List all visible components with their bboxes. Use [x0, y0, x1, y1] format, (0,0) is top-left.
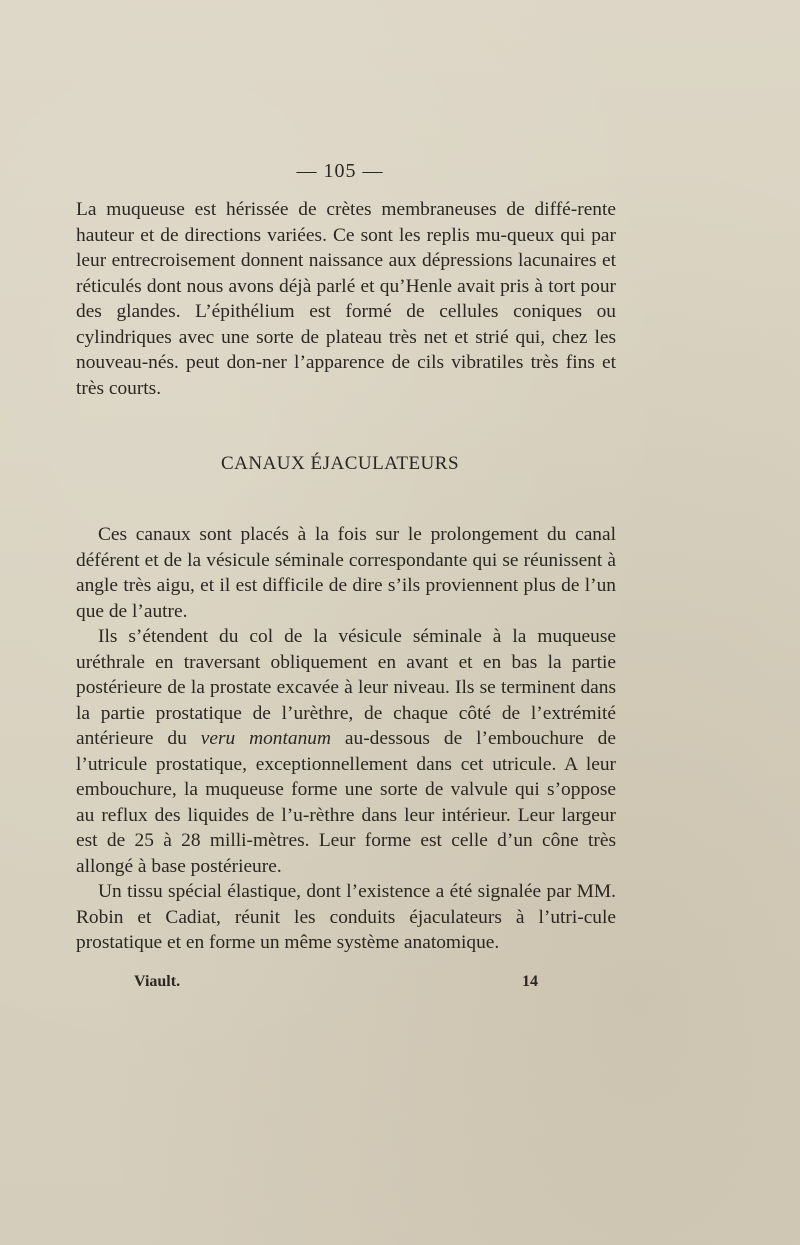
italic-term-veru-montanum: veru montanum: [200, 728, 331, 749]
paragraph-mucosa: La muqueuse est hérissée de crètes membraneuses de diffé-rente hauteur et de directions variées. Ce sont les replis mu-queux qui par leur entrecroisement donnent naissance aux dépressions lacunaires et réticulés dont nous avons déjà parlé et qu’Henle avait pris à tort pour des glandes. L’épithélium est formé de cellules coniques ou cylindriques avec une sorte de plateau très net et strié qui, chez les nouveau-nés. peut don-ner l’apparence de cils vibratiles très fins et très courts.: [76, 199, 616, 399]
paragraph-ducts-course: [76, 624, 616, 879]
section-heading: CANAUX ÉJACULATEURS: [220, 453, 460, 474]
paragraph-elastic-tissue: Un tissu spécial élastique, dont l’existence a été signalée par MM. Robin et Cadiat, réunit les conduits éjaculateurs à l’utri-cule prostatique et en forme un même système anatomique.: [76, 881, 616, 953]
paragraph-ducts-course-part-2: au-dessous de l’embouchure de l’utricule prostatique, exceptionnellement dans cet utricule. A leur embouchure, la muqueuse forme une sorte de valvule qui s’oppose au reflux des liquides de l’u-rèthre dans leur intérieur. Leur largeur est de 25 à 28 milli-mètres. Leur forme est celle d’un cône très allongé à base postérieure.: [76, 728, 616, 877]
paragraph-ducts-course-part-1: Ils s’étendent du col de la vésicule séminale à la muqueuse uréthrale en traversant obliquement en avant et en bas la partie postérieure de la prostate excavée à leur niveau. Ils se terminent dans la partie prostatique de l’urèthre, de chaque côté de l’extrémité antérieure du: [76, 626, 616, 749]
section-body: [76, 522, 616, 956]
footer-signature-mark: 14: [522, 973, 538, 990]
page-number: — 105 —: [296, 160, 384, 182]
opening-text: [76, 197, 616, 401]
footer-author: Viault.: [134, 973, 181, 990]
paragraph-ducts-position: Ces canaux sont placés à la fois sur le prolongement du canal déférent et de la vésicule séminale correspondante qui se réunissent à angle très aigu, et il est difficile de dire s’ils proviennent plus de l’un que de l’autre.: [76, 524, 616, 622]
